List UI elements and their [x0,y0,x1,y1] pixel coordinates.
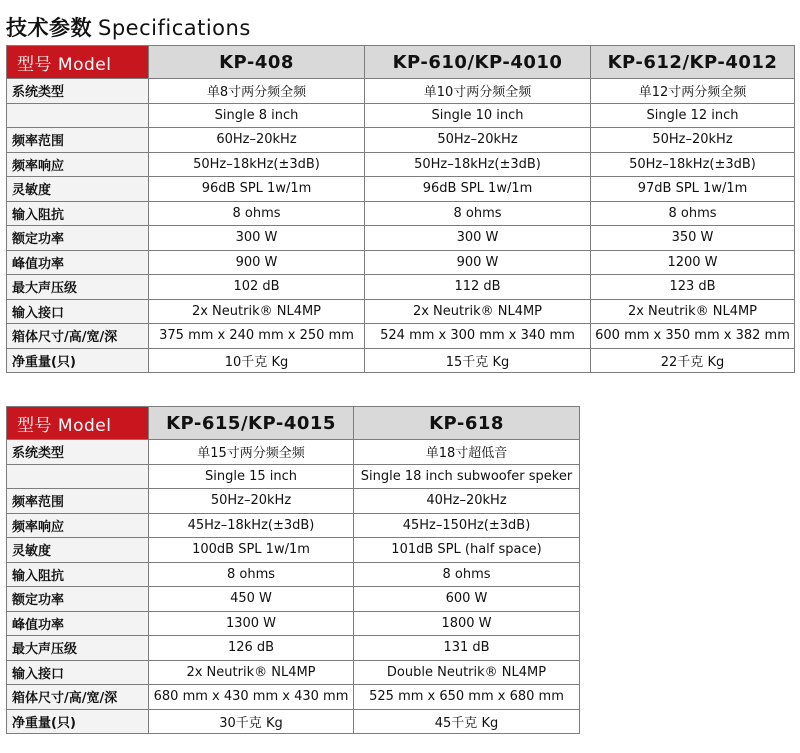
spec-row-label: 输入接口 [7,299,149,324]
spec-value-cell: 1200 W [591,250,795,275]
spec-value-cell: 524 mm x 300 mm x 340 mm [365,324,591,349]
spec-value-cell: Single 18 inch subwoofer speker [354,464,580,489]
spec-value-cell: Single 8 inch [149,103,365,128]
spec-value-cell: 450 W [149,587,354,612]
spec-row-label: 净重量(只) [7,709,149,734]
spec-row [7,464,580,489]
model-name-cell: KP-615/KP-4015 [149,407,354,440]
spec-row-label: 系统类型 [7,440,149,465]
spec-row [7,538,580,563]
spec-value-cell: 8 ohms [591,201,795,226]
spec-value-cell: 15千克 Kg [365,348,591,373]
model-name-cell: KP-408 [149,46,365,79]
model-header-row [7,46,795,79]
spec-value-cell: 350 W [591,226,795,251]
page-title [6,12,251,42]
spec-row [7,299,795,324]
spec-value-cell: 101dB SPL (half space) [354,538,580,563]
spec-row [7,660,580,685]
spec-row [7,79,795,104]
spec-value-cell: 102 dB [149,275,365,300]
spec-row [7,103,795,128]
spec-value-cell: 8 ohms [149,562,354,587]
spec-value-cell: Single 15 inch [149,464,354,489]
spec-value-cell: Double Neutrik® NL4MP [354,660,580,685]
model-header-row [7,407,580,440]
spec-row [7,611,580,636]
spec-value-cell: 45Hz–18kHz(±3dB) [149,513,354,538]
model-name-cell: KP-612/KP-4012 [591,46,795,79]
spec-value-cell: 2x Neutrik® NL4MP [149,660,354,685]
spec-value-cell: 8 ohms [354,562,580,587]
spec-row [7,348,795,373]
spec-value-cell: 45千克 Kg [354,709,580,734]
spec-value-cell: 30千克 Kg [149,709,354,734]
spec-value-cell: 131 dB [354,636,580,661]
spec-row [7,177,795,202]
spec-value-cell: 8 ohms [365,201,591,226]
spec-value-cell: 680 mm x 430 mm x 430 mm [149,685,354,710]
spec-value-cell: 100dB SPL 1w/1m [149,538,354,563]
spec-row-label: 额定功率 [7,587,149,612]
spec-value-cell: 96dB SPL 1w/1m [365,177,591,202]
spec-row [7,489,580,514]
spec-row-label: 额定功率 [7,226,149,251]
spec-value-cell: 126 dB [149,636,354,661]
spec-value-cell: 1800 W [354,611,580,636]
spec-value-cell: 900 W [149,250,365,275]
spec-value-cell: 单15寸两分频全频 [149,440,354,465]
spec-value-cell: 112 dB [365,275,591,300]
spec-row-label: 频率范围 [7,489,149,514]
spec-value-cell: 900 W [365,250,591,275]
spec-value-cell: 50Hz–20kHz [365,128,591,153]
spec-value-cell: 2x Neutrik® NL4MP [149,299,365,324]
model-label-cell: 型号 Model [7,407,149,440]
spec-row-label: 频率范围 [7,128,149,153]
spec-value-cell: 525 mm x 650 mm x 680 mm [354,685,580,710]
spec-row-label: 最大声压级 [7,636,149,661]
spec-value-cell: 375 mm x 240 mm x 250 mm [149,324,365,349]
spec-value-cell: 45Hz–150Hz(±3dB) [354,513,580,538]
spec-value-cell: 50Hz–20kHz [591,128,795,153]
spec-table-1 [6,45,795,373]
spec-row-label: 输入阻抗 [7,562,149,587]
spec-value-cell: Single 10 inch [365,103,591,128]
spec-row-label: 峰值功率 [7,250,149,275]
spec-row [7,128,795,153]
spec-row [7,562,580,587]
spec-row [7,152,795,177]
spec-row [7,324,795,349]
spec-row-label: 箱体尺寸/高/宽/深 [7,324,149,349]
spec-value-cell: 97dB SPL 1w/1m [591,177,795,202]
spec-row [7,226,795,251]
spec-row-label: 灵敏度 [7,538,149,563]
spec-row [7,685,580,710]
model-name-cell: KP-618 [354,407,580,440]
spec-row [7,636,580,661]
spec-row-label [7,103,149,128]
spec-value-cell: 50Hz–18kHz(±3dB) [365,152,591,177]
model-label-cell: 型号 Model [7,46,149,79]
spec-row-label: 最大声压级 [7,275,149,300]
model-name-cell: KP-610/KP-4010 [365,46,591,79]
spec-value-cell: 600 mm x 350 mm x 382 mm [591,324,795,349]
spec-value-cell: 123 dB [591,275,795,300]
spec-value-cell: 单12寸两分频全频 [591,79,795,104]
spec-value-cell: 2x Neutrik® NL4MP [365,299,591,324]
spec-row [7,587,580,612]
spec-row [7,250,795,275]
spec-value-cell: 单8寸两分频全频 [149,79,365,104]
spec-value-cell: 单10寸两分频全频 [365,79,591,104]
spec-value-cell: 1300 W [149,611,354,636]
spec-value-cell: 96dB SPL 1w/1m [149,177,365,202]
spec-value-cell: 8 ohms [149,201,365,226]
spec-row-label: 箱体尺寸/高/宽/深 [7,685,149,710]
spec-row-label: 输入阻抗 [7,201,149,226]
spec-value-cell: 600 W [354,587,580,612]
spec-table-2 [6,406,580,734]
spec-row-label [7,464,149,489]
spec-value-cell: 300 W [365,226,591,251]
spec-row-label: 净重量(只) [7,348,149,373]
spec-value-cell: 50Hz–18kHz(±3dB) [591,152,795,177]
spec-value-cell: 10千克 Kg [149,348,365,373]
spec-value-cell: 60Hz–20kHz [149,128,365,153]
spec-row-label: 峰值功率 [7,611,149,636]
spec-row [7,275,795,300]
page-title-en: Specifications [98,16,251,40]
spec-value-cell: Single 12 inch [591,103,795,128]
spec-row-label: 频率响应 [7,513,149,538]
spec-row [7,440,580,465]
spec-value-cell: 单18寸超低音 [354,440,580,465]
spec-value-cell: 2x Neutrik® NL4MP [591,299,795,324]
spec-row-label: 灵敏度 [7,177,149,202]
spec-row-label: 输入接口 [7,660,149,685]
spec-value-cell: 50Hz–20kHz [149,489,354,514]
spec-value-cell: 40Hz–20kHz [354,489,580,514]
spec-value-cell: 22千克 Kg [591,348,795,373]
spec-row [7,201,795,226]
spec-value-cell: 300 W [149,226,365,251]
spec-row [7,709,580,734]
spec-value-cell: 50Hz–18kHz(±3dB) [149,152,365,177]
spec-row [7,513,580,538]
spec-row-label: 系统类型 [7,79,149,104]
page-title-cn: 技术参数 [6,16,92,40]
spec-row-label: 频率响应 [7,152,149,177]
